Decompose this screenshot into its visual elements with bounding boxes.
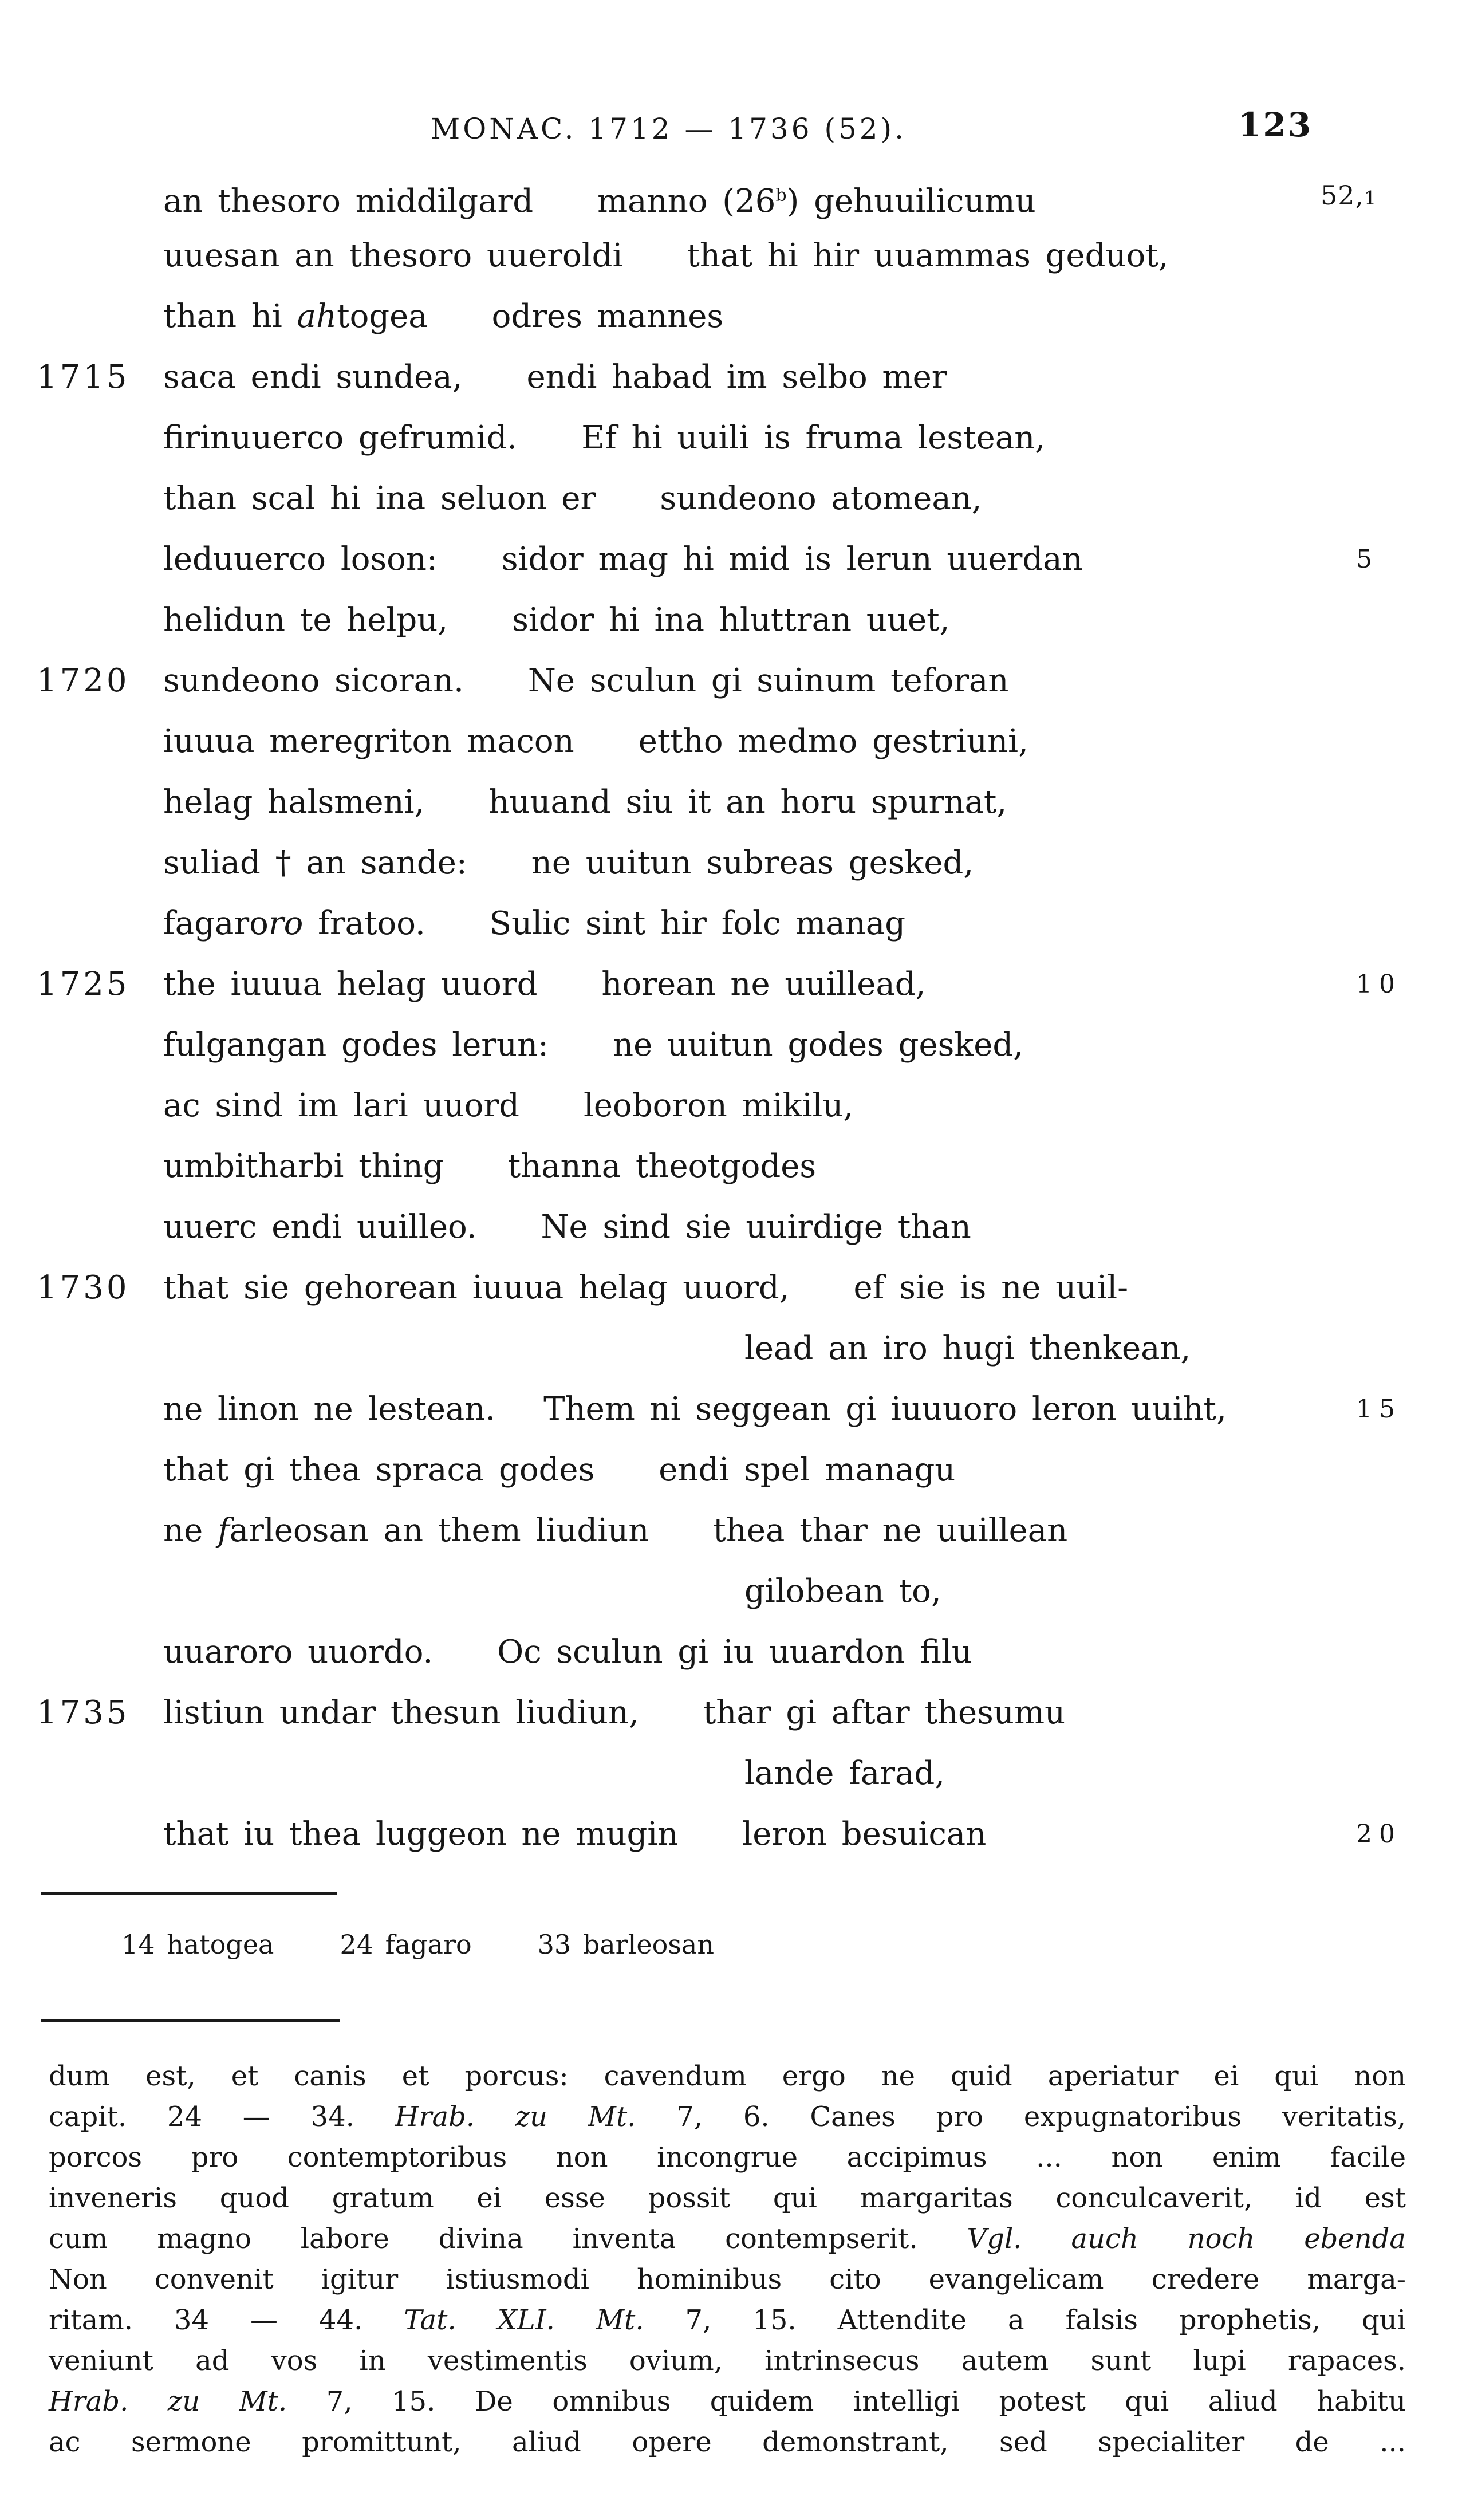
verse-text — [163, 480, 982, 517]
emended-text-italic: Vgl. auch noch ebenda — [967, 2223, 1406, 2255]
verse-line — [0, 468, 1466, 529]
verse-line — [0, 226, 1466, 286]
verse-block — [0, 165, 1466, 1865]
verse-line — [0, 165, 1466, 226]
verse-line — [0, 1561, 1466, 1622]
commentary-line — [49, 2381, 1406, 2422]
verse-line — [0, 833, 1466, 893]
verse-text — [744, 1573, 941, 1610]
text-segment: listiun undar thesun liudiun, thar gi aftar thesumu — [163, 1694, 1066, 1731]
text-segment: lead an iro hugi thenkean, — [744, 1330, 1191, 1367]
text-segment: fagaro — [163, 905, 269, 942]
verse-line — [0, 1683, 1466, 1743]
verse-line — [0, 1743, 1466, 1804]
commentary-line — [49, 2097, 1406, 2137]
verse-line — [0, 772, 1466, 833]
text-segment: than scal hi ina seluon er sundeono atomean, — [163, 480, 982, 517]
text-segment: gilobean to, — [744, 1573, 941, 1610]
text-segment: fulgangan godes lerun: ne uuitun godes gesked, — [163, 1026, 1024, 1064]
text-segment: 20 — [1356, 1820, 1402, 1849]
text-segment: ne linon ne lestean. Them ni seggean gi iuuuoro leron uuiht, — [163, 1391, 1227, 1428]
verse-line — [0, 893, 1466, 954]
verse-line — [0, 408, 1466, 468]
verse-text — [163, 183, 1036, 220]
text-segment: iuuua meregriton macon ettho medmo gestriuni, — [163, 723, 1028, 760]
text-segment: saca endi sundea, endi habad im selbo mer — [163, 359, 947, 396]
text-segment: lande farad, — [744, 1755, 945, 1792]
text-segment: uuaroro uuordo. Oc sculun gi iu uuardon filu — [163, 1633, 972, 1671]
commentary-line — [49, 2422, 1406, 2463]
verse-text — [163, 1148, 816, 1185]
verse-line — [0, 286, 1466, 347]
commentary-block — [49, 2056, 1406, 2463]
text-segment: 7, 6. Canes pro expugnatoribus veritatis, — [636, 2101, 1406, 2133]
margin-count-number-right — [1356, 1379, 1402, 1440]
text-segment: firinuuerco gefrumid. Ef hi uuili is fruma lestean, — [163, 419, 1046, 456]
text-segment: 5 — [1356, 545, 1379, 574]
verse-line — [0, 1136, 1466, 1197]
emended-text-italic: Hrab. zu Mt. — [395, 2101, 636, 2133]
text-segment: uuesan an thesoro uueroldi that hi hir uuammas geduot, — [163, 237, 1169, 274]
text-segment: capit. 24 — 34. — [49, 2101, 395, 2133]
text-segment: 15 — [1356, 1395, 1402, 1424]
verse-line — [0, 954, 1466, 1015]
text-segment: 7, 15. De omnibus quidem intelligi potest qui aliud habitu — [287, 2385, 1406, 2417]
text-segment: leduuerco loson: sidor mag hi mid is lerun uuerdan — [163, 541, 1083, 578]
verse-text — [163, 783, 1007, 821]
verse-line — [0, 1197, 1466, 1258]
verse-text — [163, 1816, 986, 1853]
verse-line — [0, 1379, 1466, 1440]
text-segment: ritam. 34 — 44. — [49, 2304, 404, 2336]
apparatus-divider-rule-top — [41, 1892, 337, 1895]
commentary-line — [49, 2300, 1406, 2341]
emended-text-italic: Tat. XLI. — [404, 2304, 555, 2336]
verse-line-number-left: 1730 — [37, 1269, 130, 1306]
verse-line — [0, 1318, 1466, 1379]
text-segment: the iuuua helag uuord horean ne uuillead, — [163, 966, 926, 1003]
verse-text — [163, 237, 1169, 274]
text-segment: ) gehuuilicumu — [786, 182, 1036, 220]
apparatus-variants-line: 14 hatogea 24 fagaro 33 barleosan — [121, 1929, 714, 1960]
commentary-line — [49, 2056, 1406, 2097]
verse-line-number-left: 1720 — [37, 662, 130, 699]
text-segment: helidun te helpu, sidor hi ina hluttran uuet, — [163, 601, 950, 639]
verse-line-number-left: 1735 — [37, 1694, 130, 1731]
emended-text-italic: Hrab. zu Mt. — [49, 2385, 287, 2417]
margin-count-number-right — [1356, 1804, 1402, 1865]
verse-text — [163, 844, 974, 881]
margin-count-number-right — [1356, 529, 1379, 590]
verse-text — [163, 298, 723, 335]
verse-line — [0, 1804, 1466, 1865]
text-segment: 52, — [1321, 180, 1365, 211]
text-segment: 1 — [1364, 187, 1377, 209]
page-number: 123 — [1238, 105, 1313, 144]
verse-line — [0, 711, 1466, 772]
verse-text — [163, 1694, 1065, 1731]
margin-count-number-right — [1321, 165, 1377, 229]
text-segment: Non convenit igitur istiusmodi hominibus cito evangelicam credere marga- — [49, 2263, 1406, 2295]
verse-text — [163, 359, 947, 396]
text-segment: 10 — [1356, 970, 1402, 999]
margin-count-number-right — [1356, 954, 1402, 1015]
text-segment: cum magno labore divina inventa contempserit. — [49, 2223, 967, 2255]
verse-text — [163, 601, 949, 639]
commentary-line — [49, 2341, 1406, 2381]
verse-line — [0, 1501, 1466, 1561]
commentary-line — [49, 2259, 1406, 2300]
verse-text — [163, 1208, 971, 1246]
verse-text — [163, 966, 925, 1003]
commentary-line — [49, 2137, 1406, 2178]
verse-text — [744, 1755, 945, 1792]
verse-text — [163, 1269, 1128, 1306]
emended-text-italic: Mt. — [596, 2304, 644, 2336]
verse-text — [163, 1633, 972, 1671]
text-segment: ac sermone promittunt, aliud opere demonstrant, sed specialiter de ... — [49, 2426, 1406, 2458]
verse-text — [163, 541, 1083, 578]
text-segment: arleosan an them liudiun thea thar ne uuillean — [229, 1512, 1068, 1549]
verse-text — [163, 1087, 853, 1124]
text-segment: helag halsmeni, huuand siu it an horu spurnat, — [163, 783, 1007, 821]
text-segment: uuerc endi uuilleo. Ne sind sie uuirdige than — [163, 1208, 971, 1246]
text-segment: sundeono sicoran. Ne sculun gi suinum teforan — [163, 662, 1009, 699]
verse-text — [163, 662, 1008, 699]
text-segment: ne — [163, 1512, 218, 1549]
verse-text — [163, 1512, 1067, 1549]
verse-text — [163, 1391, 1227, 1428]
emended-text-italic: ah — [297, 298, 337, 335]
manuscript-folio-superscript: b — [775, 185, 787, 205]
verse-line — [0, 1076, 1466, 1136]
verse-line — [0, 1440, 1466, 1501]
verse-line-number-left: 1725 — [37, 966, 130, 1003]
commentary-line — [49, 2219, 1406, 2259]
text-segment: 7, 15. Attendite a falsis prophetis, qui — [644, 2304, 1406, 2336]
verse-line — [0, 651, 1466, 711]
text-segment: an thesoro middilgard manno (26 — [163, 182, 776, 220]
verse-text — [744, 1330, 1191, 1367]
text-segment: than hi — [163, 298, 297, 335]
emended-text-italic: f — [218, 1512, 230, 1549]
text-segment: inveneris quod gratum ei esse possit qui margaritas conculcaverit, id est — [49, 2182, 1406, 2214]
verse-line — [0, 1258, 1466, 1318]
apparatus-divider-rule-bottom — [41, 2019, 340, 2022]
text-segment: that sie gehorean iuuua helag uuord, ef sie is ne uuil- — [163, 1269, 1129, 1306]
text-segment: that iu thea luggeon ne mugin leron besuican — [163, 1816, 987, 1853]
text-segment: suliad † an sande: ne uuitun subreas gesked, — [163, 844, 974, 881]
text-segment: dum est, et canis et porcus: cavendum ergo ne quid aperiatur ei qui non — [49, 2060, 1406, 2092]
text-segment: ac sind im lari uuord leoboron mikilu, — [163, 1087, 854, 1124]
running-header-title: MONAC. 1712 — 1736 (52). — [431, 112, 907, 145]
verse-line — [0, 347, 1466, 408]
verse-line — [0, 1015, 1466, 1076]
verse-text — [163, 1026, 1023, 1064]
verse-line — [0, 1622, 1466, 1683]
text-segment: fratoo. Sulic sint hir folc manag — [303, 905, 906, 942]
verse-line — [0, 590, 1466, 651]
verse-text — [163, 905, 905, 942]
commentary-line — [49, 2178, 1406, 2219]
verse-text — [163, 419, 1045, 456]
verse-line — [0, 529, 1466, 590]
verse-line-number-left: 1715 — [37, 359, 130, 396]
verse-text — [163, 1451, 955, 1489]
text-segment: porcos pro contemptoribus non incongrue accipimus ... non enim facile — [49, 2141, 1406, 2174]
text-segment: umbitharbi thing thanna theotgodes — [163, 1148, 817, 1185]
text-segment: that gi thea spraca godes endi spel managu — [163, 1451, 956, 1489]
emended-text-italic: ro — [268, 905, 304, 942]
verse-text — [163, 723, 1028, 760]
text-segment — [555, 2304, 596, 2336]
text-segment: veniunt ad vos in vestimentis ovium, intrinsecus autem sunt lupi rapaces. — [49, 2345, 1406, 2377]
text-segment: togea odres mannes — [337, 298, 724, 335]
